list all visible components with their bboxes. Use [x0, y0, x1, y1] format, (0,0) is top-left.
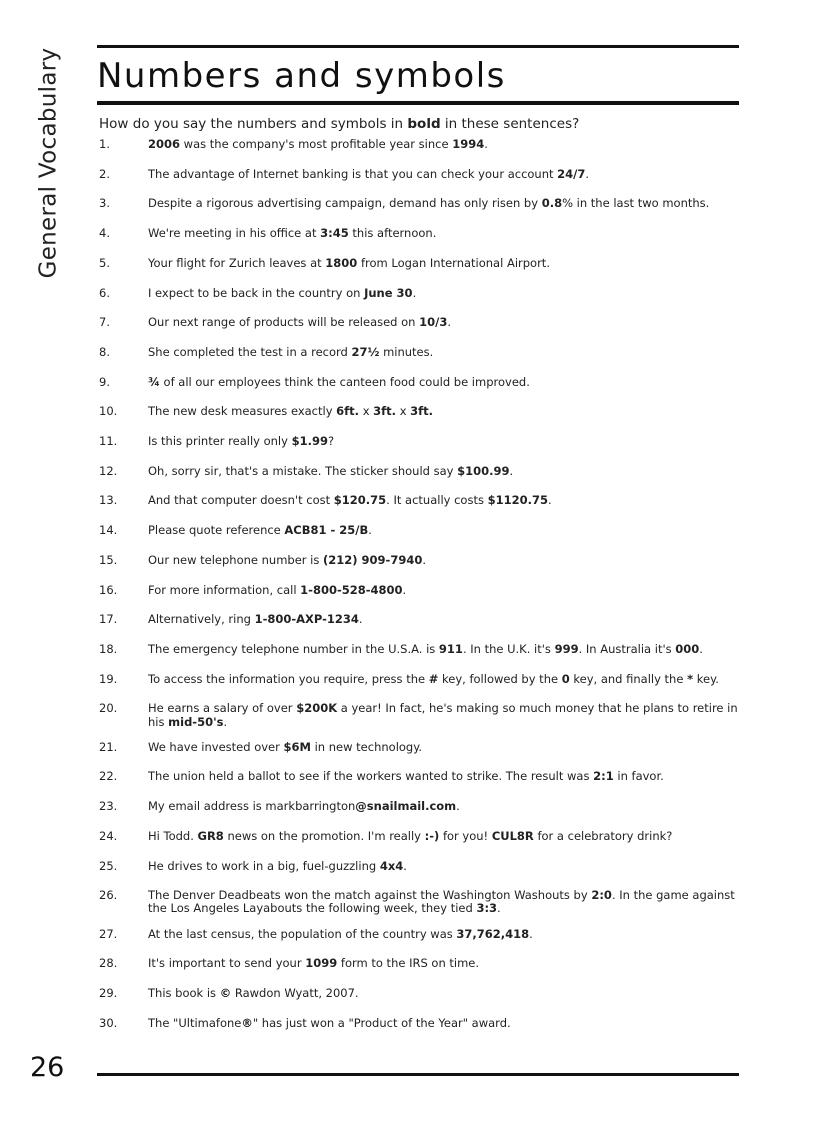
sentence-text: .	[223, 714, 228, 729]
bold-term: 0	[561, 671, 570, 686]
bold-term: 999	[554, 641, 579, 656]
instructions-bold: bold	[407, 116, 441, 132]
sentence-text: .	[368, 523, 372, 538]
list-item	[99, 287, 739, 300]
sentence-text: My email address is markbarrington	[148, 799, 356, 814]
list-item	[99, 987, 739, 1000]
bold-term: 1800	[325, 255, 358, 270]
bold-term: 0.8	[541, 196, 563, 211]
sentence-text: .	[585, 166, 590, 181]
item-sentence	[148, 1017, 739, 1030]
item-number: 17.	[99, 612, 118, 627]
item-sentence	[148, 741, 739, 754]
list-item	[99, 346, 739, 359]
item-number: 28.	[99, 956, 118, 971]
item-sentence	[148, 494, 739, 507]
sentence-text: key.	[693, 671, 719, 686]
item-sentence	[148, 405, 739, 418]
item-number: 13.	[99, 493, 118, 508]
title-underline-rule	[97, 101, 739, 105]
bold-term: @snailmail.com	[355, 799, 457, 814]
item-sentence	[148, 287, 739, 300]
list-item	[99, 405, 739, 418]
bold-term: 000	[675, 641, 700, 656]
item-sentence	[148, 554, 739, 567]
bold-term: $120.75	[333, 493, 387, 508]
instructions	[99, 116, 579, 132]
sentence-text: He earns a salary of over	[148, 701, 297, 716]
sentence-text: .	[548, 493, 552, 508]
sentence-text: The emergency telephone number in the U.S.A. is	[148, 641, 439, 656]
item-sentence	[148, 702, 739, 728]
item-number: 30.	[99, 1015, 118, 1030]
bottom-rule	[97, 1073, 739, 1076]
bold-term: 1994	[452, 137, 485, 151]
bold-term: *	[687, 671, 694, 686]
sentence-text: in new technology.	[310, 739, 423, 754]
sentence-text: . In the U.K. it's	[462, 641, 555, 656]
item-sentence	[148, 830, 739, 843]
list-item	[99, 1017, 739, 1030]
bold-term: mid-50's	[168, 714, 224, 729]
bold-term: 4x4	[379, 858, 404, 873]
sentence-text: .	[412, 285, 417, 300]
sentence-text: The advantage of Internet banking is that you can check your account	[148, 166, 558, 181]
list-item	[99, 554, 739, 567]
list-item	[99, 197, 739, 210]
bold-term: 2:1	[593, 769, 614, 784]
bold-term: 911	[438, 641, 463, 656]
sentence-text: .	[447, 315, 451, 330]
item-sentence	[148, 584, 739, 597]
sentence-text: Alternatively, ring	[148, 612, 255, 627]
sentence-text: I expect to be back in the country on	[148, 285, 365, 300]
bold-term: ®	[241, 1015, 253, 1030]
sentence-text: minutes.	[379, 344, 434, 359]
item-number: 15.	[99, 552, 118, 567]
list-item	[99, 928, 739, 941]
sentence-text: key, followed by the	[438, 671, 562, 686]
sentence-text: of all our employees think the canteen food could be improved.	[159, 374, 530, 389]
list-item	[99, 860, 739, 873]
item-sentence	[148, 197, 739, 210]
sentence-text: Our new telephone number is	[148, 552, 324, 567]
instructions-after: in these sentences?	[440, 116, 580, 132]
item-number: 10.	[99, 404, 118, 419]
sentence-text: She completed the test in a record	[148, 344, 352, 359]
bold-term: $6M	[283, 739, 311, 754]
sentence-text: The "Ultimafone	[148, 1015, 242, 1030]
item-number: 12.	[99, 463, 118, 478]
sentence-text: This book is	[148, 986, 220, 1001]
bold-term: 1099	[305, 956, 338, 971]
bold-term: ACB81 - 25/B	[284, 523, 369, 538]
sentence-text: form to the IRS on time.	[337, 956, 480, 971]
item-number: 29.	[99, 986, 118, 1001]
item-number: 4.	[99, 226, 110, 241]
list-item	[99, 168, 739, 181]
list-item	[99, 800, 739, 813]
item-number: 11.	[99, 434, 118, 449]
sentence-text: .	[529, 926, 533, 941]
bold-term: 2006	[148, 137, 181, 151]
list-item	[99, 830, 739, 843]
item-sentence	[148, 643, 739, 656]
sentence-text: The union held a ballot to see if the workers wanted to strike. The result was	[148, 769, 594, 784]
list-item	[99, 889, 739, 915]
sentence-text: .	[456, 799, 460, 814]
sentence-text: .	[403, 858, 407, 873]
side-section-label	[30, 48, 66, 278]
list-item	[99, 702, 739, 728]
item-number: 1.	[99, 137, 110, 151]
page-number: 26	[30, 1052, 65, 1083]
sentence-text: He drives to work in a big, fuel-guzzling	[148, 858, 380, 873]
sentence-text: for you!	[439, 828, 492, 843]
bold-term: (212) 909-7940	[323, 552, 423, 567]
item-number: 8.	[99, 344, 110, 359]
list-item	[99, 673, 739, 686]
item-number: 22.	[99, 769, 118, 784]
sentence-text: .	[497, 901, 501, 916]
sentence-text: " has just won a "Product of the Year" award.	[252, 1015, 511, 1030]
list-item	[99, 613, 739, 626]
item-sentence	[148, 987, 739, 1000]
item-number: 18.	[99, 641, 118, 656]
sentence-text: Despite a rigorous advertising campaign, demand has only risen by	[148, 196, 542, 211]
sentence-text: We have invested over	[148, 739, 284, 754]
item-sentence	[148, 928, 739, 941]
sentence-text: At the last census, the population of the country was	[148, 926, 457, 941]
list-item	[99, 257, 739, 270]
item-sentence	[148, 227, 739, 240]
bold-term: 3ft.	[373, 404, 397, 419]
list-item	[99, 584, 739, 597]
item-number: 14.	[99, 523, 118, 538]
sentence-text: key, and finally the	[569, 671, 688, 686]
sentence-text: Oh, sorry sir, that's a mistake. The sticker should say	[148, 463, 458, 478]
top-rule	[97, 45, 739, 48]
sentence-text: .	[422, 552, 426, 567]
item-sentence	[148, 257, 739, 270]
sentence-text: .	[484, 137, 488, 151]
item-sentence	[148, 613, 739, 626]
item-sentence	[148, 770, 739, 783]
sentence-text: We're meeting in his office at	[148, 226, 321, 241]
sentence-text: It's important to send your	[148, 956, 306, 971]
side-section-label-text: General Vocabulary	[35, 47, 61, 279]
bold-term: 6ft.	[336, 404, 360, 419]
bold-term: #	[428, 671, 439, 686]
list-item	[99, 316, 739, 329]
exercise-list	[99, 138, 739, 1047]
bold-term: CUL8R	[491, 828, 534, 843]
bold-term: 1-800-AXP-1234	[254, 612, 359, 627]
sentence-text: .	[699, 641, 703, 656]
bold-term: 10/3	[419, 315, 448, 330]
item-sentence	[148, 465, 739, 478]
item-sentence	[148, 957, 739, 970]
item-number: 24.	[99, 828, 118, 843]
sentence-text: ?	[327, 434, 335, 449]
item-number: 5.	[99, 255, 110, 270]
sentence-text: Please quote reference	[148, 523, 285, 538]
item-sentence	[148, 889, 739, 915]
sentence-text: was the company's most profitable year since	[180, 137, 453, 151]
list-item	[99, 524, 739, 537]
sentence-text: for a celebratory drink?	[533, 828, 673, 843]
item-sentence	[148, 376, 739, 389]
sentence-text: Rawdon Wyatt, 2007.	[231, 986, 359, 1001]
sentence-text: . In the game against the Los Angeles Layabouts the following week, they tied	[148, 888, 735, 916]
bold-term: 37,762,418	[456, 926, 530, 941]
bold-term: June 30	[364, 285, 413, 300]
item-sentence	[148, 673, 739, 686]
item-number: 16.	[99, 582, 118, 597]
item-number: 6.	[99, 285, 110, 300]
bold-term: $1120.75	[487, 493, 549, 508]
item-sentence	[148, 316, 739, 329]
list-item	[99, 741, 739, 754]
page-title: Numbers and symbols	[97, 56, 506, 96]
item-number: 25.	[99, 858, 118, 873]
bold-term: 3ft.	[410, 404, 434, 419]
item-number: 26.	[99, 888, 118, 903]
item-number: 27.	[99, 926, 118, 941]
list-item	[99, 138, 739, 151]
bold-term: $100.99	[457, 463, 510, 478]
item-number: 19.	[99, 671, 118, 686]
item-sentence	[148, 346, 739, 359]
sentence-text: .	[509, 463, 514, 478]
sentence-text: The new desk measures exactly	[148, 404, 337, 419]
bold-term: ©	[219, 986, 232, 1001]
sentence-text: .	[358, 612, 363, 627]
bold-term: :-)	[424, 828, 440, 843]
bold-term: $200K	[296, 701, 338, 716]
item-number: 21.	[99, 739, 118, 754]
list-item	[99, 957, 739, 970]
sentence-text: . It actually costs	[386, 493, 488, 508]
bold-term: 2:0	[591, 888, 612, 903]
sentence-text: .	[402, 582, 407, 597]
item-sentence	[148, 435, 739, 448]
list-item	[99, 643, 739, 656]
sentence-text: The Denver Deadbeats won the match against the Washington Washouts by	[148, 888, 592, 903]
item-sentence	[148, 168, 739, 181]
item-number: 3.	[99, 196, 110, 211]
sentence-text: a year! In fact, he's making so much money that he plans to retire in his	[148, 701, 738, 729]
sentence-text: Our next range of products will be released on	[148, 315, 420, 330]
list-item	[99, 376, 739, 389]
sentence-text: Your flight for Zurich leaves at	[148, 255, 326, 270]
list-item	[99, 465, 739, 478]
sentence-text: x	[396, 404, 411, 419]
sentence-text: news on the promotion. I'm really	[223, 828, 425, 843]
sentence-text: For more information, call	[148, 582, 301, 597]
bold-term: 3:3	[476, 901, 498, 916]
sentence-text: x	[359, 404, 374, 419]
bold-term: GR8	[197, 828, 224, 843]
sentence-text: Hi Todd.	[148, 828, 198, 843]
bold-term: $1.99	[291, 434, 328, 449]
bold-term: 24/7	[557, 166, 586, 181]
bold-term: 1-800-528-4800	[300, 582, 403, 597]
bold-term: ¾	[148, 374, 160, 389]
item-sentence	[148, 138, 739, 151]
item-number: 7.	[99, 315, 110, 330]
bold-term: 3:45	[320, 226, 349, 241]
item-number: 23.	[99, 799, 118, 814]
item-sentence	[148, 860, 739, 873]
item-number: 2.	[99, 166, 110, 181]
item-sentence	[148, 800, 739, 813]
sentence-text: To access the information you require, press the	[148, 671, 429, 686]
instructions-before: How do you say the numbers and symbols in	[99, 116, 408, 132]
bold-term: 27½	[351, 344, 380, 359]
item-sentence	[148, 524, 739, 537]
item-number: 20.	[99, 701, 118, 716]
sentence-text: . In Australia it's	[578, 641, 676, 656]
list-item	[99, 435, 739, 448]
sentence-text: And that computer doesn't cost	[148, 493, 334, 508]
item-number: 9.	[99, 374, 110, 389]
sentence-text: % in the last two months.	[562, 196, 710, 211]
list-item	[99, 227, 739, 240]
list-item	[99, 494, 739, 507]
sentence-text: from Logan International Airport.	[357, 255, 550, 270]
sentence-text: this afternoon.	[348, 226, 437, 241]
sentence-text: in favor.	[613, 769, 664, 784]
list-item	[99, 770, 739, 783]
sentence-text: Is this printer really only	[148, 434, 292, 449]
